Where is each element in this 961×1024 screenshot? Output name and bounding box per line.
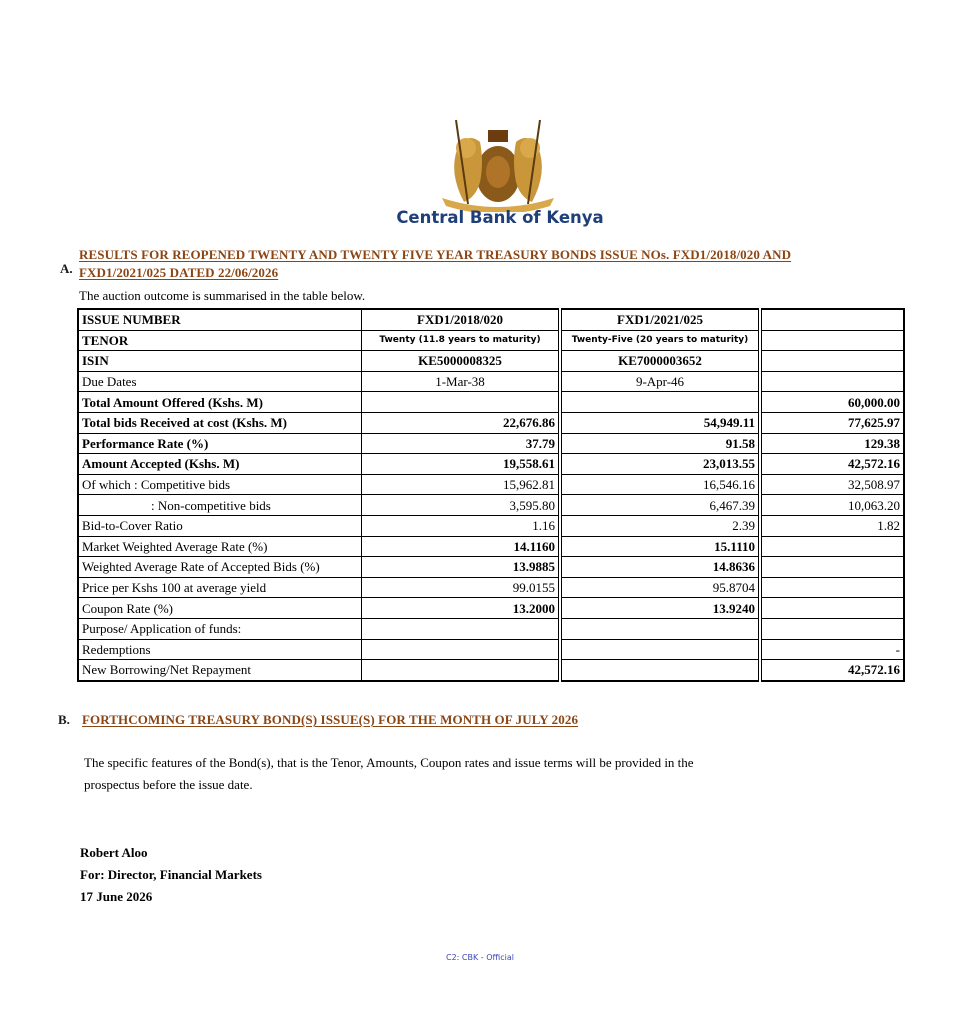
total-value: [760, 536, 904, 557]
total-value: 60,000.00: [760, 392, 904, 413]
section-b-letter: B.: [58, 712, 70, 727]
fxd1-2018-020-value: 15,962.81: [362, 474, 561, 495]
fxd1-2018-020-value: 19,558.61: [362, 454, 561, 475]
table-row: [78, 639, 904, 660]
section-a-title-line1: RESULTS FOR REOPENED TWENTY AND TWENTY FIVE YEAR TREASURY BONDS ISSUE NOs. FXD1/2018/020 AND: [79, 247, 792, 262]
row-label: Due Dates: [78, 371, 362, 392]
table-row: [78, 495, 904, 516]
fxd1-2021-025-value: [560, 639, 760, 660]
fxd1-2018-020-value: [362, 639, 561, 660]
section-a-letter: A.: [60, 261, 73, 276]
fxd1-2021-025-value: [560, 660, 760, 681]
fxd1-2018-020-value: 3,595.80: [362, 495, 561, 516]
fxd1-2021-025-value: [560, 618, 760, 639]
classification-footer: C2: CBK - Official: [446, 953, 514, 962]
bank-name: Central Bank of Kenya: [396, 208, 604, 227]
total-value: -: [760, 639, 904, 660]
table-row: [78, 618, 904, 639]
total-value: 129.38: [760, 433, 904, 454]
paragraph-line: prospectus before the issue date.: [84, 777, 253, 792]
fxd1-2021-025-value: KE7000003652: [560, 351, 760, 372]
row-label: Total Amount Offered (Kshs. M): [78, 392, 362, 413]
total-value: [760, 618, 904, 639]
total-value: 42,572.16: [760, 660, 904, 681]
section-b-paragraph: [84, 752, 804, 796]
fxd1-2018-020-value: KE5000008325: [362, 351, 561, 372]
fxd1-2021-025-value: 6,467.39: [560, 495, 760, 516]
row-label: Amount Accepted (Kshs. M): [78, 454, 362, 475]
fxd1-2021-025-value: 23,013.55: [560, 454, 760, 475]
row-label: ISIN: [78, 351, 362, 372]
table-row: [78, 412, 904, 433]
table-row: [78, 330, 904, 351]
table-row: [78, 474, 904, 495]
table-intro: The auction outcome is summarised in the table below.: [79, 288, 366, 303]
fxd1-2018-020-value: 22,676.86: [362, 412, 561, 433]
signatory-name: Robert Aloo: [80, 845, 148, 860]
total-value: [760, 598, 904, 619]
signature-block: [80, 842, 262, 908]
section-b-title: FORTHCOMING TREASURY BOND(S) ISSUE(S) FOR THE MONTH OF JULY 2026: [82, 712, 579, 727]
fxd1-2018-020-value: 13.2000: [362, 598, 561, 619]
fxd1-2018-020-value: 13.9885: [362, 557, 561, 578]
table-row: [78, 309, 904, 330]
row-label: TENOR: [78, 330, 362, 351]
total-value: [760, 371, 904, 392]
row-label: Performance Rate (%): [78, 433, 362, 454]
row-label: Purpose/ Application of funds:: [78, 618, 362, 639]
total-value: [760, 577, 904, 598]
cbk-coat-of-arms-icon: [428, 112, 568, 212]
fxd1-2018-020-value: [362, 618, 561, 639]
total-value: 10,063.20: [760, 495, 904, 516]
fxd1-2021-025-value: 15.1110: [560, 536, 760, 557]
section-a-title-line2: FXD1/2021/025 DATED 22/06/2026: [79, 265, 279, 280]
fxd1-2021-025-value: 13.9240: [560, 598, 760, 619]
fxd1-2021-025-value: 2.39: [560, 515, 760, 536]
table-row: [78, 371, 904, 392]
fxd1-2018-020-value: [362, 660, 561, 681]
row-label: Market Weighted Average Rate (%): [78, 536, 362, 557]
table-row: [78, 392, 904, 413]
fxd1-2021-025-value: 14.8636: [560, 557, 760, 578]
total-value: 32,508.97: [760, 474, 904, 495]
row-label: ISSUE NUMBER: [78, 309, 362, 330]
fxd1-2018-020-value: Twenty (11.8 years to maturity): [362, 330, 561, 351]
fxd1-2018-020-value: 37.79: [362, 433, 561, 454]
fxd1-2021-025-value: 54,949.11: [560, 412, 760, 433]
fxd1-2018-020-value: 1.16: [362, 515, 561, 536]
fxd1-2021-025-value: 91.58: [560, 433, 760, 454]
row-label: Total bids Received at cost (Kshs. M): [78, 412, 362, 433]
table-row: [78, 515, 904, 536]
total-value: 42,572.16: [760, 454, 904, 475]
fxd1-2021-025-value: 9-Apr-46: [560, 371, 760, 392]
table-row: [78, 454, 904, 475]
row-label: Bid-to-Cover Ratio: [78, 515, 362, 536]
fxd1-2018-020-value: [362, 392, 561, 413]
fxd1-2021-025-value: [560, 392, 760, 413]
total-value: [760, 557, 904, 578]
fxd1-2021-025-value: Twenty-Five (20 years to maturity): [560, 330, 760, 351]
table-row: [78, 577, 904, 598]
row-label: Price per Kshs 100 at average yield: [78, 577, 362, 598]
row-label: Coupon Rate (%): [78, 598, 362, 619]
row-label: : Non-competitive bids: [78, 495, 362, 516]
row-label: Weighted Average Rate of Accepted Bids (%): [78, 557, 362, 578]
row-label: Of which : Competitive bids: [78, 474, 362, 495]
row-label: Redemptions: [78, 639, 362, 660]
fxd1-2018-020-value: 1-Mar-38: [362, 371, 561, 392]
fxd1-2018-020-value: 99.0155: [362, 577, 561, 598]
fxd1-2021-025-value: 16,546.16: [560, 474, 760, 495]
total-value: 1.82: [760, 515, 904, 536]
total-value: 77,625.97: [760, 412, 904, 433]
signatory-role: For: Director, Financial Markets: [80, 867, 262, 882]
auction-results-table: [77, 308, 905, 682]
total-value: [760, 351, 904, 372]
row-label: New Borrowing/Net Repayment: [78, 660, 362, 681]
table-row: [78, 557, 904, 578]
total-value: [760, 309, 904, 330]
table-row: [78, 433, 904, 454]
table-row: [78, 598, 904, 619]
signature-date: 17 June 2026: [80, 889, 153, 904]
table-row: [78, 536, 904, 557]
total-value: [760, 330, 904, 351]
fxd1-2018-020-value: 14.1160: [362, 536, 561, 557]
paragraph-line: The specific features of the Bond(s), that is the Tenor, Amounts, Coupon rates and issue terms will be provided in the: [84, 755, 694, 770]
table-row: [78, 351, 904, 372]
table-row: [78, 660, 904, 681]
fxd1-2018-020-value: FXD1/2018/020: [362, 309, 561, 330]
fxd1-2021-025-value: 95.8704: [560, 577, 760, 598]
fxd1-2021-025-value: FXD1/2021/025: [560, 309, 760, 330]
